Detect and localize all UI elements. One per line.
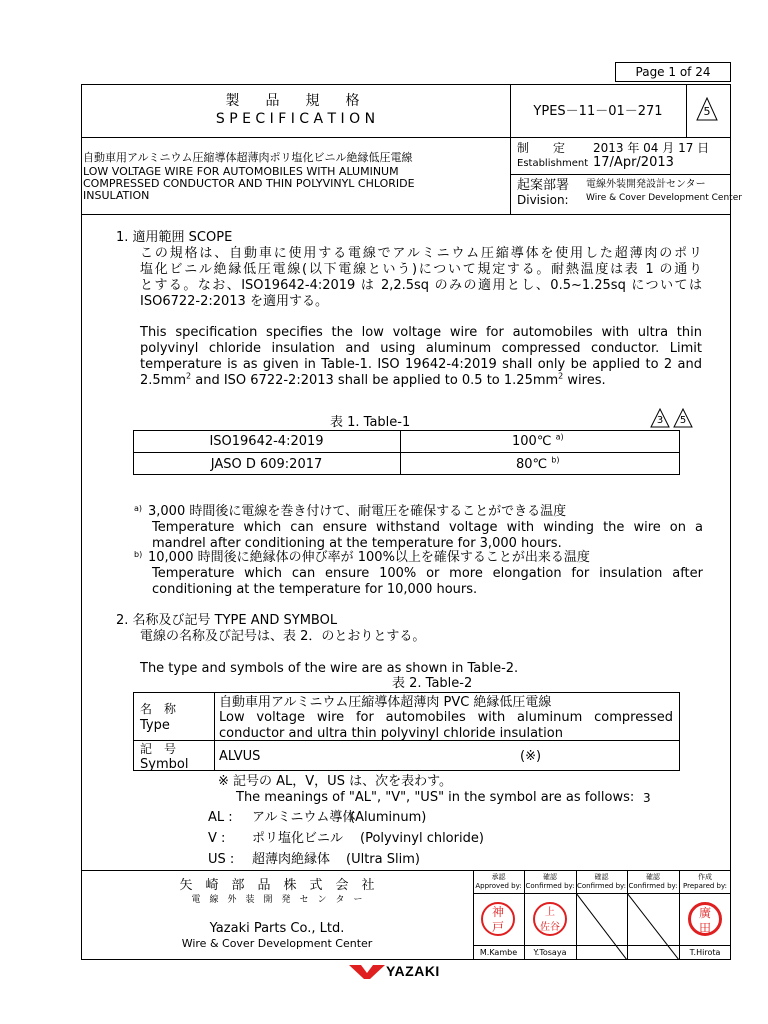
division-name-en: Wire & Cover Development Center — [586, 193, 742, 203]
division-name-jp: 電線外装開発設計センター — [586, 179, 706, 190]
established-date-jp: 2013 年 04 月 17 日 — [593, 141, 710, 155]
established-date-en: 17/Apr/2013 — [593, 155, 674, 170]
text-fragment: wires. — [563, 373, 606, 388]
table1-row1-temp — [512, 432, 564, 449]
type-value-en-line: conductor and ultra thin polyvinyl chloride insulation — [219, 726, 563, 741]
product-name-en-3: INSULATION — [83, 189, 150, 202]
note-a-mark: a) — [134, 504, 143, 513]
stamp-char: 佐谷 — [540, 922, 560, 933]
company-name-jp: 矢 崎 部 品 株 式 会 社 — [179, 878, 375, 893]
company-name-en-suffix: Co., Ltd. — [286, 921, 345, 936]
note-b-en-line: conditioning at the temperature for 10,000 hours. — [152, 582, 478, 597]
approval-role-jp: 確認 — [543, 873, 557, 881]
doc-number: YPES－11－01－271 — [533, 104, 663, 119]
header-divider-h1 — [81, 137, 731, 138]
approver-name: Y.Tosaya — [533, 948, 567, 957]
text-fragment: and ISO 6722-2:2013 shall be applied to 0.5 to 1.25mm — [191, 373, 559, 388]
symbol-item-en: (Polyvinyl chloride) — [360, 831, 484, 846]
table1-row2-standard: JASO D 609:2017 — [210, 457, 323, 472]
approval-stamp — [481, 902, 515, 936]
table2-symbol-label-jp: 記 号 — [140, 742, 177, 756]
approval-role-en: Prepared by: — [683, 882, 727, 890]
header-divider-h3 — [81, 214, 731, 215]
company-name-en — [81, 922, 473, 935]
table1-caption: 表 1. Table-1 — [330, 415, 411, 430]
note-a-jp: 3,000 時間後に電線を巻き付けて、耐電圧を確保することができる温度 — [148, 504, 567, 519]
superscript: 2 — [186, 371, 192, 381]
table2-symbol-label-en: Symbol — [140, 757, 189, 772]
approval-blank-slash — [627, 893, 679, 960]
header-divider-v2 — [686, 84, 687, 137]
approver-name: M.Kambe — [479, 948, 518, 957]
yazaki-logo-text: YAZAKI — [386, 963, 440, 979]
section1-jp-line: とする。なお、ISO19642-4:2019 は 2,2.5sq のみの適用とし、0.5~1.25sq については — [140, 278, 702, 293]
table1-mark-3: 3 — [656, 415, 664, 426]
table2-type-value-en — [219, 710, 673, 742]
note-b-mark: b) — [134, 550, 143, 559]
table1-row-divider — [133, 452, 680, 453]
approval-role-jp: 承認 — [491, 873, 506, 881]
section1-en-line: This specification specifies the low voltage wire for automobiles with ultra thin — [140, 325, 702, 340]
section2-jp: 電線の名称及び記号は、表 2．のとおりとする。 — [140, 629, 426, 644]
approval-stamp — [533, 902, 567, 936]
section1-jp-line: この規格は、自動車に使用する電線でアルミニウム圧縮導体を使用した超薄肉のポリ — [140, 246, 702, 261]
approval-blank-slash — [576, 893, 627, 960]
division-label-en: Division: — [517, 193, 569, 207]
section1-en-paragraph — [140, 325, 702, 389]
stamp-char: 戸 — [491, 920, 504, 934]
footer-divider — [81, 870, 731, 871]
department-jp: 電 線 外 装 開 発 セ ン タ ー — [191, 895, 363, 905]
temp-value: 100℃ — [512, 434, 552, 449]
approval-role-en: Confirmed by: — [628, 882, 678, 890]
section1-jp-paragraph — [140, 246, 702, 310]
product-name-jp: 自動車用アルミニウム圧縮導体超薄肉ポリ塩化ビニル絶縁低圧電線 — [83, 151, 413, 164]
approval-role-jp: 確認 — [646, 873, 660, 881]
header-divider-h2 — [510, 174, 731, 175]
header-divider-v1 — [510, 84, 511, 215]
section1-en-line-last — [140, 373, 702, 389]
symbol-item-code: US : — [208, 852, 235, 867]
table2-type-value-jp: 自動車用アルミニウム圧縮導体超薄肉 PVC 絶縁低圧電線 — [219, 695, 552, 710]
temp-value: 80℃ — [516, 457, 548, 472]
table2-caption: 表 2. Table-2 — [392, 676, 473, 691]
note-b-en-line: Temperature which can ensure 100% or more elongation for insulation after — [152, 566, 703, 581]
company-name-en-main: Yazaki Parts — [209, 921, 287, 936]
section2-en: The type and symbols of the wire are as shown in Table-2. — [140, 661, 519, 676]
section1-en-line: polyvinyl chloride insulation and using aluminum compressed conductor. Limit — [140, 341, 702, 356]
symbol-item-en: (Ultra Slim) — [346, 852, 420, 867]
text-fragment: 2.5mm — [140, 373, 187, 388]
product-name-en-2: COMPRESSED CONDUCTOR AND THIN POLYVINYL CHLORIDE — [83, 177, 415, 190]
symbol-item-jp: ポリ塩化ビニル — [252, 831, 344, 846]
approval-role-en: Confirmed by: — [525, 882, 575, 890]
approval-role-jp: 作成 — [698, 873, 712, 881]
symbol-item-jp: 超薄肉絶縁体 — [252, 852, 331, 867]
symbol-item-en: (Aluminum) — [350, 810, 427, 825]
note-mark: a) — [555, 432, 564, 442]
table2-col-divider — [214, 692, 215, 771]
stamp-char: 廣 — [698, 906, 711, 920]
yazaki-logo-icon — [349, 963, 385, 981]
type-value-en-line: Low voltage wire for automobiles with aluminum compressed — [219, 710, 673, 725]
product-name-en-1: LOW VOLTAGE WIRE FOR AUTOMOBILES WITH ALUMINUM — [83, 165, 399, 178]
section1-jp-line: ISO6722-2:2013 を適用する。 — [140, 294, 328, 309]
section2-heading: 2. 名称及び記号 TYPE AND SYMBOL — [116, 613, 338, 628]
symbol-meaning-jp: ※ 記号の AL，V，US は、次を表わす。 — [218, 774, 453, 789]
approval-role-en: Approved by: — [475, 882, 522, 890]
section1-en-line: temperature is as given in Table-1. ISO 19642-4:2019 shall only be applied to 2 and — [140, 357, 702, 372]
approval-role-jp: 確認 — [594, 873, 609, 881]
symbol-item-code: AL : — [208, 810, 233, 825]
symbol-meaning-mark: 3 — [643, 791, 651, 805]
note-b-en — [152, 566, 703, 598]
table1-row1-standard: ISO19642-4:2019 — [209, 434, 324, 449]
established-label-jp: 制 定 — [517, 141, 566, 155]
note-a-en-line: Temperature which can ensure withstand voltage with winding the wire on a — [152, 520, 703, 535]
approver-name: T.Hirota — [689, 948, 721, 957]
symbol-item-jp: アルミニウム導体 — [252, 810, 356, 825]
approval-stamp — [688, 902, 722, 936]
note-b-jp: 10,000 時間後に絶縁体の伸び率が 100%以上を確保することが出来る温度 — [148, 550, 590, 565]
note-a-en — [152, 520, 703, 552]
title-en: S P E C I F I C A T I O N — [215, 111, 376, 127]
note-a-en-line: mandrel after conditioning at the temperature for 3,000 hours. — [152, 536, 562, 551]
table2-type-label-en: Type — [140, 718, 170, 733]
page-label: Page 1 of 24 — [635, 65, 711, 79]
established-label-en: Establishment — [517, 158, 589, 169]
approval-role-en: Confirmed by: — [577, 882, 626, 890]
symbol-item-code: V : — [208, 831, 226, 846]
revision-number: 5 — [703, 105, 711, 118]
symbol-meaning-en: The meanings of "AL", "V", "US" in the symbol are as follows: — [236, 790, 635, 805]
department-en: Wire & Cover Development Center — [181, 937, 373, 950]
table1-mark-5: 5 — [679, 415, 687, 426]
table1-row2-temp — [516, 455, 560, 472]
division-label-jp: 起案部署 — [517, 178, 570, 193]
table2-type-label-jp: 名 称 — [140, 702, 177, 716]
table2-symbol-mark: (※) — [520, 749, 542, 764]
superscript: 2 — [558, 371, 564, 381]
table2-symbol-value: ALVUS — [219, 749, 261, 764]
title-jp: 製 品 規 格 — [225, 93, 366, 109]
section1-jp-line: 塩化ビニル絶縁低圧電線(以下電線という)について規定する。耐熱温度は表 1 の通り — [140, 262, 702, 277]
stamp-char: 上 — [545, 907, 555, 918]
note-mark: b) — [551, 455, 560, 465]
section1-heading: 1. 適用範囲 SCOPE — [116, 230, 233, 245]
stamp-char: 神 — [491, 905, 504, 919]
stamp-char: 田 — [698, 921, 711, 935]
